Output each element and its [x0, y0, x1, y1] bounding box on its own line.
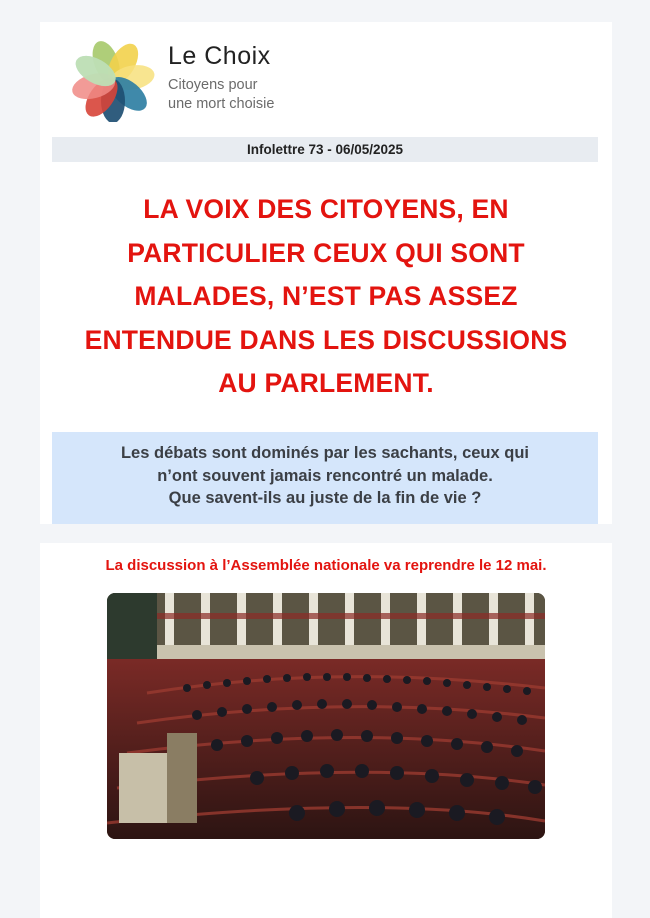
headline-line: MALADES, N’EST PAS ASSEZ: [134, 281, 518, 311]
quote-line: Les débats sont dominés par les sachants, ceux qui: [120, 444, 530, 462]
national-assembly-photo[interactable]: [107, 593, 545, 839]
assembly-photo-image: [107, 593, 545, 839]
headline-line: AU PARLEMENT.: [218, 368, 434, 398]
brand-tagline-line-2: une mort choisie: [168, 96, 275, 112]
issue-label: Infolettre 73 - 06/05/2025: [52, 137, 598, 162]
brand-logo[interactable]: [68, 40, 328, 122]
headline-line: LA VOIX DES CITOYENS, EN: [143, 194, 509, 224]
brand-tagline-line-1: Citoyens pour: [168, 77, 258, 93]
quote-line: n’ont souvent jamais rencontré un malade.: [157, 466, 493, 485]
announcement-text: La discussion à l’Assemblée nationale va reprendre le 12 mai.: [105, 557, 547, 574]
brand-name: Le Choix: [168, 42, 271, 70]
quote-box: [52, 432, 598, 524]
headline: [50, 188, 602, 406]
article-card: [40, 543, 612, 918]
newsletter-header-card: [40, 22, 612, 524]
petal-flower-logo-icon: [68, 40, 160, 122]
brand-tagline: [168, 76, 328, 114]
headline-line: ENTENDUE DANS LES DISCUSSIONS: [84, 324, 568, 355]
quote-line: Que savent-ils au juste de la fin de vie ?: [168, 489, 482, 507]
headline-line: PARTICULIER CEUX QUI SONT: [127, 237, 525, 268]
